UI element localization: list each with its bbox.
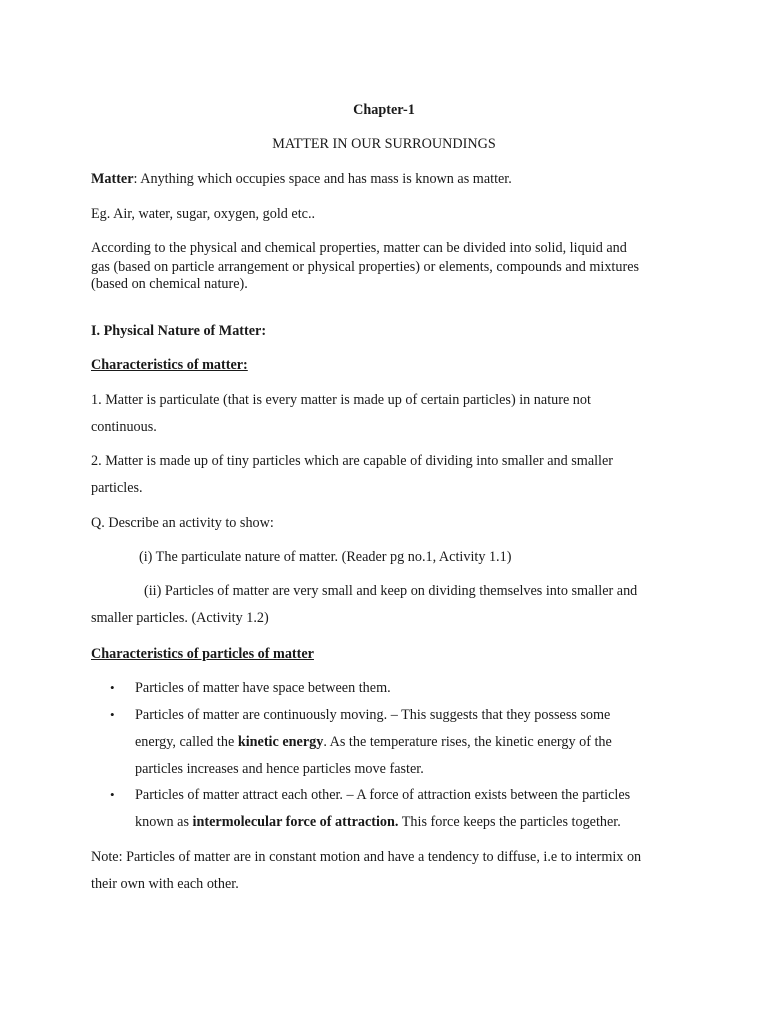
characteristics-heading: Characteristics of matter:	[91, 357, 248, 373]
bullet-2-line-2-post: . As the temperature rises, the kinetic energy of the	[323, 734, 612, 750]
chapter-label: Chapter-1	[353, 102, 415, 118]
bullet-1-marker: •	[110, 680, 115, 695]
classification-line-3: (based on chemical nature).	[91, 276, 248, 292]
bullet-3-marker: •	[110, 787, 115, 802]
intermolecular-force-term: intermolecular force of attraction.	[192, 814, 399, 830]
bullet-2-line-2	[135, 735, 612, 749]
matter-term: Matter	[91, 171, 134, 187]
bullet-2-line-2-pre: energy, called the	[135, 734, 238, 750]
bullet-3-line-2	[135, 815, 621, 829]
matter-definition-text: : Anything which occupies space and has mass is known as matter.	[133, 171, 512, 187]
characteristic-2-line-1: 2. Matter is made up of tiny particles which are capable of dividing into smaller and smaller	[91, 453, 614, 469]
kinetic-energy-term: kinetic energy	[237, 734, 324, 750]
activity-2-line-2: smaller particles. (Activity 1.2)	[91, 610, 269, 626]
bullet-3-line-2-post: This force keeps the particles together.	[398, 814, 621, 830]
section-heading-physical-nature: I. Physical Nature of Matter:	[91, 323, 267, 339]
note-line-1: Note: Particles of matter are in constant motion and have a tendency to diffuse, i.e to intermix on	[91, 849, 642, 865]
bullet-3-line-1: Particles of matter attract each other. – A force of attraction exists between the particles	[135, 787, 631, 803]
particles-heading: Characteristics of particles of matter	[91, 646, 314, 662]
chapter-title: MATTER IN OUR SURROUNDINGS	[272, 136, 496, 152]
classification-line-1: According to the physical and chemical properties, matter can be divided into solid, liquid and	[91, 240, 627, 256]
activity-2-line-1: (ii) Particles of matter are very small and keep on dividing themselves into smaller and	[144, 583, 638, 599]
bullet-3-line-2-pre: known as	[135, 814, 193, 830]
classification-line-2: gas (based on particle arrangement or physical properties) or elements, compounds and mixtures	[91, 259, 640, 275]
bullet-2-line-3: particles increases and hence particles move faster.	[135, 761, 424, 777]
bullet-1-text: Particles of matter have space between them.	[135, 680, 391, 696]
question-line: Q. Describe an activity to show:	[91, 515, 274, 531]
characteristic-1-line-1: 1. Matter is particulate (that is every matter is made up of certain particles) in nature not	[91, 392, 591, 408]
examples-line: Eg. Air, water, sugar, oxygen, gold etc..	[91, 206, 316, 222]
characteristic-2-line-2: particles.	[91, 480, 143, 496]
bullet-2-marker: •	[110, 707, 115, 722]
bullet-2-line-1: Particles of matter are continuously moving. – This suggests that they possess some	[135, 707, 611, 723]
activity-1-line: (i) The particulate nature of matter. (Reader pg no.1, Activity 1.1)	[139, 549, 512, 565]
characteristic-1-line-2: continuous.	[91, 419, 157, 435]
note-line-2: their own with each other.	[91, 876, 239, 892]
matter-definition	[91, 172, 512, 186]
